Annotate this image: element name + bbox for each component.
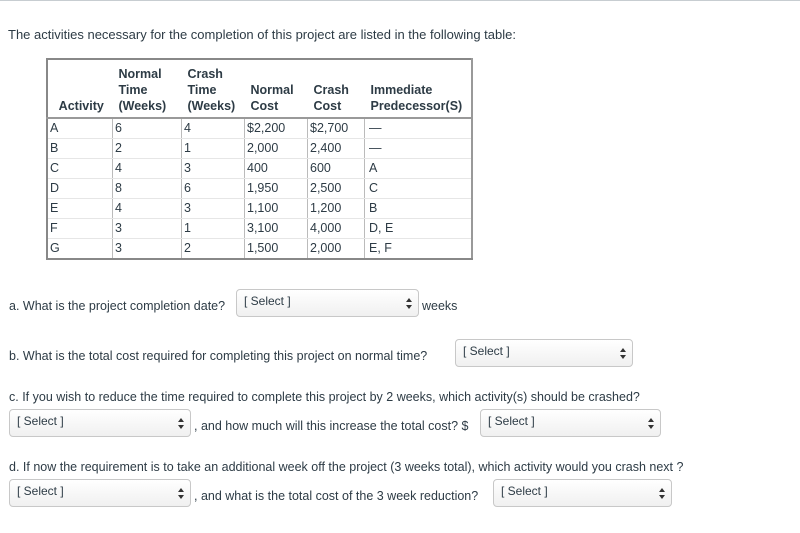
select-completion-date[interactable] (236, 289, 419, 317)
cell-activity: G (47, 239, 113, 260)
cell-activity: A (47, 118, 113, 139)
cell-crash-time: 2 (182, 239, 245, 260)
cell-normal-time: 4 (113, 159, 182, 179)
cell-crash-cost: 4,000 (308, 219, 365, 239)
question-d-middle: , and what is the total cost of the 3 week reduction? (194, 489, 479, 503)
table-row (47, 139, 472, 159)
cell-predecessor: D, E (365, 219, 473, 239)
cell-predecessor: B (365, 199, 473, 219)
cell-activity: B (47, 139, 113, 159)
table-row (47, 239, 472, 260)
cell-normal-time: 4 (113, 199, 182, 219)
cell-normal-cost: 1,100 (245, 199, 308, 219)
cell-crash-time: 4 (182, 118, 245, 139)
cell-crash-time: 1 (182, 219, 245, 239)
header-crash-time: Crash Time (Weeks) (182, 59, 245, 118)
cell-normal-cost: 400 (245, 159, 308, 179)
cell-crash-cost: 1,200 (308, 199, 365, 219)
cell-normal-time: 8 (113, 179, 182, 199)
cell-normal-cost: $2,200 (245, 118, 308, 139)
select-cost-increase-2wk[interactable] (480, 409, 661, 437)
cell-crash-cost: 2,500 (308, 179, 365, 199)
table-row (47, 179, 472, 199)
table-row (47, 118, 472, 139)
cell-crash-time: 1 (182, 139, 245, 159)
cell-predecessor: — (365, 139, 473, 159)
table-row (47, 159, 472, 179)
cell-activity: C (47, 159, 113, 179)
table-row (47, 219, 472, 239)
cell-normal-time: 2 (113, 139, 182, 159)
select-placeholder: [ Select ] (501, 484, 548, 498)
question-b-text: b. What is the total cost required for completing this project on normal time? (9, 349, 428, 363)
select-placeholder: [ Select ] (17, 414, 64, 428)
intro-text: The activities necessary for the completion of this project are listed in the following table: (8, 27, 516, 42)
cell-crash-cost: 600 (308, 159, 365, 179)
cell-crash-time: 3 (182, 199, 245, 219)
cell-crash-cost: 2,000 (308, 239, 365, 260)
updown-arrow-icon (178, 418, 184, 429)
select-total-normal-cost[interactable] (455, 339, 633, 367)
question-d-text: d. If now the requirement is to take an additional week off the project (3 weeks total), which activity would you crash next ? (9, 460, 684, 474)
select-placeholder: [ Select ] (463, 344, 510, 358)
top-divider (0, 0, 800, 1)
cell-normal-time: 3 (113, 239, 182, 260)
cell-normal-time: 3 (113, 219, 182, 239)
select-total-cost-3wk[interactable] (493, 479, 672, 507)
cell-normal-time: 6 (113, 118, 182, 139)
header-activity: Activity (47, 59, 113, 118)
select-activities-crash-2wk[interactable] (9, 409, 191, 437)
cell-predecessor: C (365, 179, 473, 199)
cell-predecessor: — (365, 118, 473, 139)
updown-arrow-icon (178, 488, 184, 499)
table-row (47, 199, 472, 219)
table-header-row (47, 59, 472, 118)
cell-activity: F (47, 219, 113, 239)
cell-predecessor: E, F (365, 239, 473, 260)
select-placeholder: [ Select ] (17, 484, 64, 498)
question-a-text: a. What is the project completion date? (9, 299, 226, 313)
select-placeholder: [ Select ] (244, 294, 291, 308)
question-c-middle: , and how much will this increase the total cost? $ (194, 419, 469, 433)
activities-table (46, 58, 473, 260)
cell-normal-cost: 1,500 (245, 239, 308, 260)
cell-normal-cost: 1,950 (245, 179, 308, 199)
cell-crash-time: 6 (182, 179, 245, 199)
cell-activity: D (47, 179, 113, 199)
cell-normal-cost: 3,100 (245, 219, 308, 239)
header-crash-cost: Crash Cost (308, 59, 365, 118)
header-normal-cost: Normal Cost (245, 59, 308, 118)
updown-arrow-icon (620, 348, 626, 359)
cell-activity: E (47, 199, 113, 219)
cell-crash-cost: $2,700 (308, 118, 365, 139)
select-placeholder: [ Select ] (488, 414, 535, 428)
question-c-text: c. If you wish to reduce the time required to complete this project by 2 weeks, which activity(s) should be crashed? (9, 390, 640, 404)
updown-arrow-icon (648, 418, 654, 429)
cell-predecessor: A (365, 159, 473, 179)
header-normal-time: Normal Time (Weeks) (113, 59, 182, 118)
updown-arrow-icon (406, 298, 412, 309)
cell-crash-time: 3 (182, 159, 245, 179)
header-predecessor: Immediate Predecessor(S) (365, 59, 473, 118)
question-a-suffix: weeks (422, 299, 458, 313)
select-next-activity-crash[interactable] (9, 479, 191, 507)
cell-crash-cost: 2,400 (308, 139, 365, 159)
cell-normal-cost: 2,000 (245, 139, 308, 159)
updown-arrow-icon (659, 488, 665, 499)
